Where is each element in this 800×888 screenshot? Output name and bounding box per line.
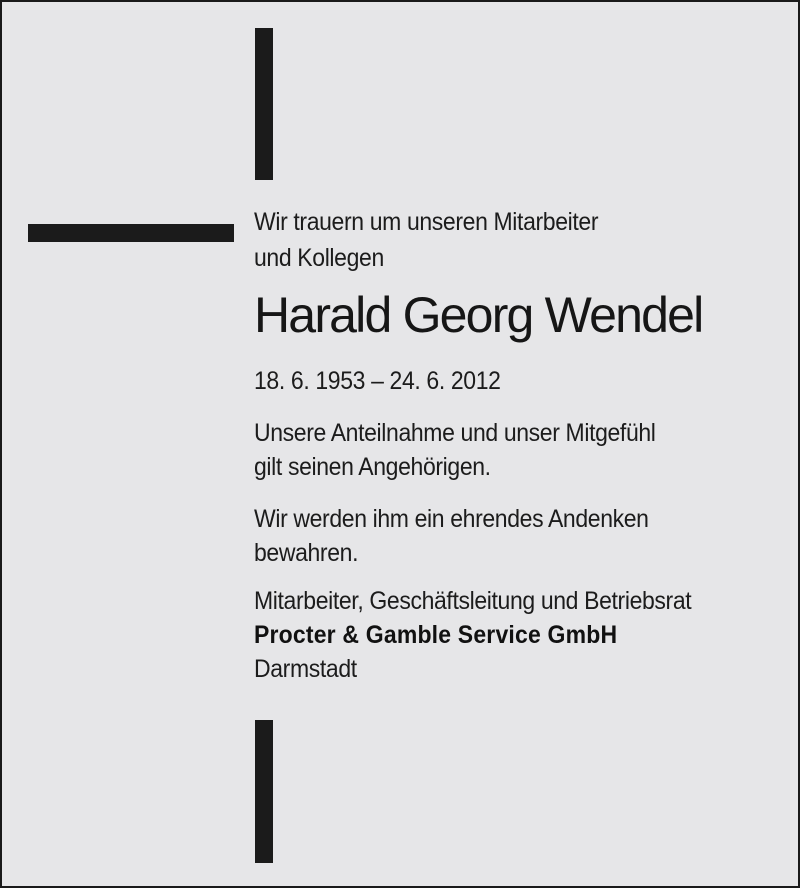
- signature-block: [254, 584, 691, 686]
- signature-line: Mitarbeiter, Geschäftsleitung und Betriebsrat: [254, 587, 692, 615]
- cross-top-bar: [255, 28, 273, 180]
- memory-text: [254, 502, 649, 570]
- deceased-name: Harald Georg Wendel: [254, 287, 703, 343]
- intro-line-2: und Kollegen: [254, 244, 384, 272]
- intro-text: [254, 204, 598, 276]
- intro-line-1: Wir trauern um unseren Mitarbeiter: [254, 208, 599, 236]
- sympathy-text: [254, 416, 656, 484]
- company-name: Procter & Gamble Service GmbH: [254, 621, 618, 649]
- sympathy-line-2: gilt seinen Angehörigen.: [254, 453, 491, 481]
- memory-line-1: Wir werden ihm ein ehrendes Andenken: [254, 505, 649, 533]
- cross-bottom-bar: [255, 720, 273, 863]
- life-dates: 18. 6. 1953 – 24. 6. 2012: [254, 367, 501, 395]
- cross-horizontal-bar: [28, 224, 234, 242]
- city-name: Darmstadt: [254, 655, 357, 683]
- sympathy-line-1: Unsere Anteilnahme und unser Mitgefühl: [254, 419, 656, 447]
- memory-line-2: bewahren.: [254, 539, 359, 567]
